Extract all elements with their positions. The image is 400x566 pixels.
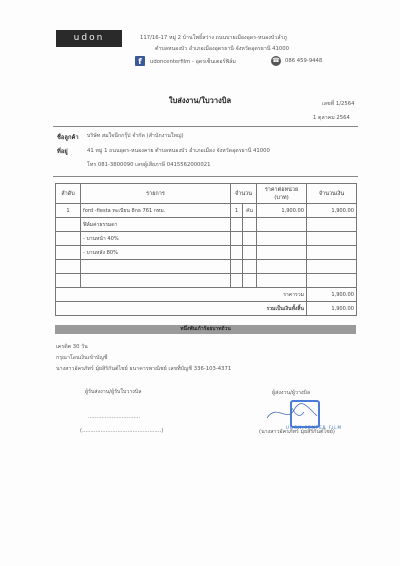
header-unit-price bbox=[257, 184, 307, 204]
company-address-line1: 117/16-17 หมู่ 2 บ้านโพธิ์สว่าง ถนนบายเมืองอุดร-หนองบัวลำภู bbox=[140, 35, 287, 41]
receiver-label: ผู้รับส่งงาน/ผู้รับใบวางบิล bbox=[85, 389, 142, 395]
row-no bbox=[56, 246, 81, 260]
row-price bbox=[257, 232, 307, 246]
header-qty: จำนวน bbox=[231, 184, 257, 204]
row-unit bbox=[243, 274, 257, 288]
table-row bbox=[56, 218, 357, 232]
row-item: - บานหลัง 80% bbox=[81, 246, 231, 260]
table-row bbox=[56, 274, 357, 288]
credit-terms: เครดิต 30 วัน bbox=[56, 344, 88, 350]
row-amount bbox=[307, 274, 357, 288]
divider bbox=[53, 176, 358, 177]
customer-name-label: ชื่อลูกค้า bbox=[57, 135, 79, 141]
row-price bbox=[257, 260, 307, 274]
signature-scribble bbox=[262, 398, 322, 428]
row-unit: คัน bbox=[243, 204, 257, 218]
row-price bbox=[257, 246, 307, 260]
row-qty bbox=[231, 232, 243, 246]
table-row bbox=[56, 204, 357, 218]
row-amount bbox=[307, 246, 357, 260]
items-table bbox=[55, 183, 357, 316]
customer-address-value: 41 หมู่ 1 ถนนอุดร-หนองคาย ตำบลหนองบัว อำเภอเมือง จังหวัดอุดรธานี 41000 bbox=[87, 148, 270, 154]
row-unit bbox=[243, 232, 257, 246]
subtotal-value: 1,900.00 bbox=[307, 288, 357, 302]
row-no bbox=[56, 274, 81, 288]
row-qty bbox=[231, 246, 243, 260]
table-row bbox=[56, 232, 357, 246]
row-amount bbox=[307, 232, 357, 246]
row-item: ฟิล์มค่าธรรมดา bbox=[81, 218, 231, 232]
row-no bbox=[56, 218, 81, 232]
document-number: เลขที่ 1/2564 bbox=[322, 101, 355, 107]
facebook-text: udoncenterfilm - อุดรเซ็นเตอร์ฟิล์ม bbox=[150, 59, 236, 65]
customer-phone-tax: โทร 081-3800090 เลขผู้เสียภาษี 0415562000021 bbox=[87, 162, 211, 168]
receiver-name: (...............................................) bbox=[80, 428, 164, 434]
document-date: 1 ตุลาคม 2564 bbox=[313, 115, 350, 121]
table-header-row bbox=[56, 184, 357, 204]
row-item bbox=[81, 260, 231, 274]
row-price bbox=[257, 218, 307, 232]
row-qty bbox=[231, 260, 243, 274]
header-unit-price-sub: (บาท) bbox=[274, 194, 289, 201]
row-amount bbox=[307, 260, 357, 274]
bank-account: นางสาวอัครภัทร์ มุ้ยสิริกันต์ไชย์ ธนาคารพาณิชย์ เลขที่บัญชี 336-103-4371 bbox=[56, 366, 232, 372]
sender-name: (นางสาวอัครภัทร์ มุ้ยสิริกันต์ไชย์) bbox=[259, 429, 335, 435]
customer-address-label: ที่อยู่ bbox=[57, 149, 68, 155]
document-title: ใบส่งงาน/ใบวางบิล bbox=[168, 96, 232, 105]
facebook-icon: f bbox=[135, 56, 145, 66]
header-unit-price-label: ราคาต่อหน่วย bbox=[264, 186, 299, 193]
amount-in-words: หนึ่งพันเก้าร้อยบาทถ้วน bbox=[55, 325, 356, 334]
total-value: 1,900.00 bbox=[307, 302, 357, 316]
row-no: 1 bbox=[56, 204, 81, 218]
row-price bbox=[257, 274, 307, 288]
row-amount: 1,900.00 bbox=[307, 204, 357, 218]
row-qty: 1 bbox=[231, 204, 243, 218]
company-address-line2: ตำบลหนองบัว อำเภอเมืองอุดรธานี จังหวัดอุดรธานี 41000 bbox=[155, 46, 290, 52]
header-amount: จำนวนเงิน bbox=[307, 184, 357, 204]
header-no: ลำดับ bbox=[56, 184, 81, 204]
total-label: รวมเป็นเงินทั้งสิ้น bbox=[56, 302, 307, 316]
subtotal-label: ราคารวม bbox=[56, 288, 307, 302]
row-unit bbox=[243, 246, 257, 260]
row-item bbox=[81, 274, 231, 288]
sender-label: ผู้ส่งงาน/ผู้วางบิล bbox=[272, 390, 311, 396]
header-item: รายการ bbox=[81, 184, 231, 204]
row-qty bbox=[231, 218, 243, 232]
transfer-note: กรุณาโอนเงินเข้าบัญชี bbox=[56, 355, 108, 361]
row-item: - บานหน้า 40% bbox=[81, 232, 231, 246]
phone-number: 086 459-9448 bbox=[285, 58, 323, 64]
row-qty bbox=[231, 274, 243, 288]
table-row bbox=[56, 260, 357, 274]
row-unit bbox=[243, 260, 257, 274]
receiver-signature-line: ............................... bbox=[88, 414, 141, 420]
total-row bbox=[56, 302, 357, 316]
row-amount bbox=[307, 218, 357, 232]
divider bbox=[53, 126, 358, 127]
row-no bbox=[56, 232, 81, 246]
row-no bbox=[56, 260, 81, 274]
phone-icon: ☎ bbox=[272, 57, 280, 64]
stamp-text: UDON CENTER FILM bbox=[286, 425, 342, 430]
row-price: 1,900.00 bbox=[257, 204, 307, 218]
table-row bbox=[56, 246, 357, 260]
subtotal-row bbox=[56, 288, 357, 302]
customer-name-value: บริษัท สมใจนึกกรุ๊ป จำกัด (สำนักงานใหญ่) bbox=[87, 133, 184, 139]
company-logo: udon bbox=[56, 30, 122, 47]
row-item: ford -fiesta ทะเบียน 8กธ 761 กทม. bbox=[81, 204, 231, 218]
row-unit bbox=[243, 218, 257, 232]
